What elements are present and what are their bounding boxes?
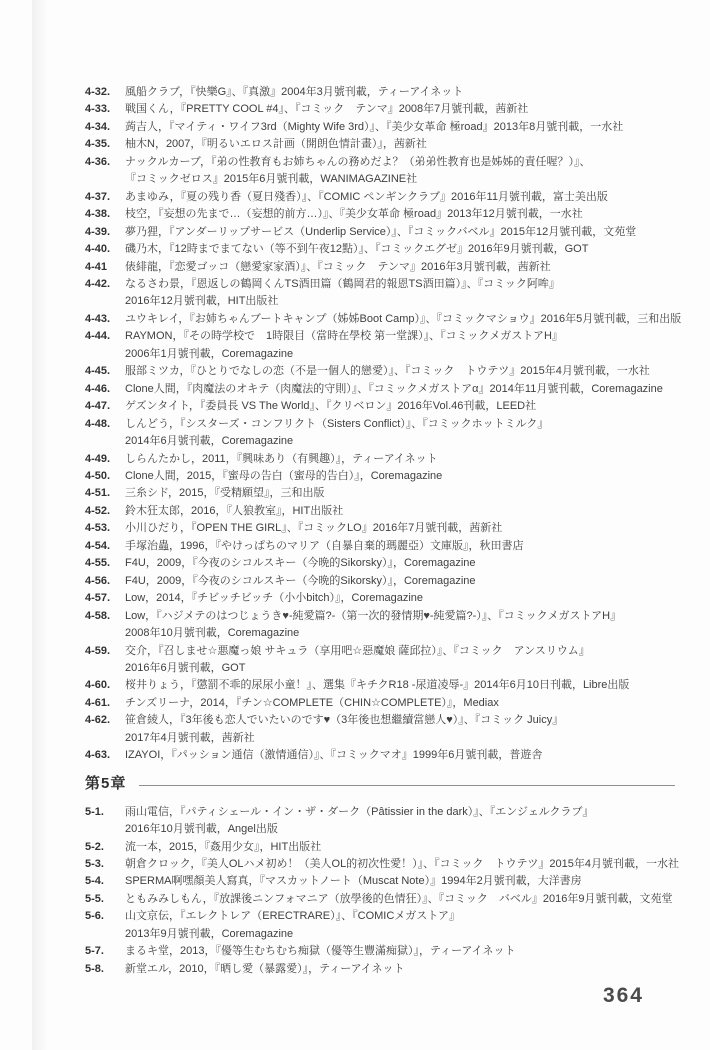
entry-text: 笹倉綾人，『3年後も恋人でいたいのです♥（3年後也想繼續當戀人♥）』、『コミック Juicy』 <box>125 714 564 727</box>
reference-entry <box>85 206 675 223</box>
reference-entry <box>85 555 675 572</box>
entry-text: 手塚治蟲，1996，『やけっぱちのマリア（自暴自棄的瑪麗亞）文庫版』，秋田書店 <box>125 539 524 552</box>
entry-text: SPERMA啊嘿顏美人寫真，『マスカットノート（Muscat Note）』1994年2月號刊載，大洋書房 <box>125 875 582 888</box>
entry-text: Clone人間，『肉魔法のオキテ（肉魔法的守則）』、『コミックメガストアα』2014年11月號刊載，Coremagazine <box>125 382 663 395</box>
page-number: 364 <box>602 984 644 1007</box>
entry-text-continuation: 2016年10月號刊載，Angel出版 <box>125 823 278 836</box>
entry-number: 4-35. <box>85 138 111 151</box>
entry-number: 4-46. <box>85 382 111 395</box>
entry-text: 俵緋龍，『恋愛ゴッコ（戀愛家家酒）』、『コミック テンマ』2016年3月號刊載，茜新社 <box>125 260 551 273</box>
reference-entry <box>85 608 675 625</box>
entry-text: 交介，『召しませ☆悪魔っ娘 サキュラ（享用吧☆惡魔娘 薩邱拉）』、『コミック アンスリウム』 <box>125 644 590 657</box>
reference-entry <box>85 695 675 712</box>
entry-text: ナックルカーブ，『弟の性教育もお姉ちゃんの務めだよ？（弟弟性教育也是姊姊的責任喔？）』、 <box>125 155 591 168</box>
entry-text: 蒟吉人，『マイティ・ワイフ3rd（Mighty Wife 3rd）』、『美少女革命 極road』2013年8月號刊載，一水社 <box>125 120 624 133</box>
entry-text: 服部ミツカ，『ひとりでなしの恋（不是一個人的戀愛）』、『コミック トウテツ』2015年4月號刊載，一水社 <box>125 365 650 378</box>
entry-number: 4-42. <box>85 277 111 290</box>
entry-text: F4U，2009，『今夜のシコルスキー（今晩的Sikorsky）』，Coremagazine <box>125 557 476 570</box>
entry-text: F4U，2009，『今夜のシコルスキー（今晩的Sikorsky）』，Coremagazine <box>125 574 476 587</box>
reference-entry <box>85 398 675 415</box>
chapter-heading-rule <box>139 785 675 786</box>
entry-number: 4-56. <box>85 574 111 587</box>
reference-entry <box>85 101 675 118</box>
entry-number: 4-41 <box>85 260 108 273</box>
entry-number: 4-57. <box>85 592 111 605</box>
entry-text: しんどう，『シスターズ・コンフリクト（Sisters Conflict）』、『コミックホットミルク』 <box>125 417 549 430</box>
reference-entry <box>85 363 675 380</box>
reference-entry <box>85 908 675 925</box>
reference-entry <box>85 839 675 856</box>
entry-number: 5-7. <box>85 945 104 958</box>
reference-entry <box>85 747 675 764</box>
entry-text: 桜井りょう，『懲罰不乖的尿尿小童！』、選集『キチクR18 -尿道凌辱-』2014年6月10日刊載，Libre出版 <box>125 679 630 692</box>
reference-entry <box>85 712 675 729</box>
entry-number: 4-45. <box>85 365 111 378</box>
entry-text: 新堂エル，2010，『晒し愛（暴露愛）』，ティーアイネット <box>125 962 405 975</box>
entry-number: 4-47. <box>85 400 111 413</box>
entry-text: 小川ひだり，『OPEN THE GIRL』、『コミックLO』2016年7月號刊載，茜新社 <box>125 522 503 535</box>
entry-text-continuation: 2017年4月號刊載，茜新社 <box>125 731 255 744</box>
entry-text: ユウキレイ，『お姉ちゃんブートキャンプ（姊姊Boot Camp）』、『コミックマショウ』2016年5月號刊載，三和出版 <box>125 312 682 325</box>
entry-number: 4-50. <box>85 469 111 482</box>
entry-text: チンズリーナ，2014，『チン☆COMPLETE（CHIN☆COMPLETE）』，Mediax <box>125 696 499 709</box>
entry-number: 4-53. <box>85 522 111 535</box>
reference-entry <box>85 590 675 607</box>
reference-entry <box>85 573 675 590</box>
reference-entry <box>85 119 675 136</box>
entry-text: Low，2014，『チビッチビッチ（小小bitch）』，Coremagazine <box>125 592 424 605</box>
reference-entry <box>85 154 675 171</box>
entry-text-continuation: 2008年10月號刊載，Coremagazine <box>125 627 300 640</box>
entry-number: 5-4. <box>85 875 104 888</box>
entry-number: 4-37. <box>85 190 111 203</box>
entry-text: 磯乃木，『12時までまてない（等不到午夜12點）』、『コミックエグゼ』2016年9月號刊載，GOT <box>125 243 589 256</box>
entry-text-continuation: 2013年9月號刊載，Coremagazine <box>125 927 294 940</box>
entry-number: 4-62. <box>85 714 111 727</box>
entry-number: 4-33. <box>85 103 111 116</box>
entry-text: Low，『ハジメテのはつじょうき♥-純愛篇?-（第一次的發情期♥-純愛篇?-）』、『コミックメガストアH』 <box>125 609 622 622</box>
entry-text-continuation: 2016年6月號刊載，GOT <box>125 661 246 674</box>
entry-text: 鈴木狂太郎，2016，『人狼教室』，HIT出版社 <box>125 504 344 517</box>
reference-entry <box>85 84 675 101</box>
entry-number: 4-38. <box>85 208 111 221</box>
entry-text: ともみみしもん，『放課後ニンフォマニア（放學後的色情狂）』、『コミック バベル』2016年9月號刊載，文苑堂 <box>125 892 673 905</box>
entry-text-continuation: 2014年6月號刊載，Coremagazine <box>125 435 294 448</box>
entry-number: 4-43. <box>85 312 111 325</box>
entry-number: 4-40. <box>85 243 111 256</box>
reference-entry <box>85 804 675 821</box>
entry-text-continuation: 2006年1月號刊載，Coremagazine <box>125 347 294 360</box>
reference-entry <box>85 891 675 908</box>
entry-text: RAYMON，『その時学校で 1時限目（當時在學校 第一堂課）』、『コミックメガストアH』 <box>125 330 563 343</box>
reference-entry <box>85 485 675 502</box>
reference-entry <box>85 241 675 258</box>
references-list <box>85 84 682 978</box>
entry-number: 4-60. <box>85 679 111 692</box>
entry-text: 三糸シド，2015，『受精願望』，三和出版 <box>125 487 325 500</box>
entry-text: ゲズンタイト，『委員長 VS The World』、『クリベロン』2016年Vol.46刊載，LEED社 <box>125 400 537 413</box>
entry-text: あまゆみ，『夏の残り香（夏日殘香）』、『COMIC ペンギンクラブ』2016年11月號刊載，富士美出版 <box>125 190 608 203</box>
entry-number: 4-34. <box>85 120 111 133</box>
reference-entry <box>85 451 675 468</box>
entry-number: 4-44. <box>85 330 111 343</box>
entry-number: 5-1. <box>85 805 104 818</box>
reference-entry <box>85 503 675 520</box>
entry-number: 4-48. <box>85 417 111 430</box>
chapter-heading <box>85 773 675 795</box>
reference-entry <box>85 643 675 660</box>
entry-text: 山文京伝，『エレクトレア（ERECTRARE）』、『COMICメガストア』 <box>125 910 460 923</box>
reference-entry <box>85 189 675 206</box>
reference-entry <box>85 856 679 873</box>
entry-text: 枝空，『妄想の先まで…（妄想的前方…）』、『美少女革命 極road』2013年12月號刊載，一水社 <box>125 208 583 221</box>
entry-text: 流一本，2015，『姦用少女』，HIT出版社 <box>125 840 322 853</box>
entry-text: 柚木N，2007，『明るいエロス計画（開朗色情計畫）』，茜新社 <box>125 138 427 151</box>
entry-number: 4-54. <box>85 539 111 552</box>
entry-text: 朝倉クロック，『美人OLハメ初め！（美人OL的初次性愛！）』、『コミック トウテツ』2015年4月號刊載，一水社 <box>125 858 679 871</box>
entry-text: IZAYOI，『パッション通信（激情通信）』、『コミックマオ』1999年6月號刊載，普遊舎 <box>125 749 543 762</box>
reference-entry <box>85 224 675 241</box>
entry-number: 4-52. <box>85 504 111 517</box>
entry-text-continuation: 2016年12月號刊載，HIT出版社 <box>125 295 279 308</box>
page-edge-shadow <box>32 0 48 1050</box>
entry-number: 5-3. <box>85 858 104 871</box>
entry-text: しらんたかし，2011，『興味あり（有興趣）』，ティーアイネット <box>125 452 438 465</box>
entry-number: 4-32. <box>85 86 111 98</box>
entry-text-continuation: 『コミックゼロス』2015年6月號刊載，WANIMAGAZINE社 <box>125 173 418 186</box>
entry-number: 4-59. <box>85 644 111 657</box>
reference-entry <box>85 276 675 293</box>
reference-entry <box>85 416 675 433</box>
reference-entry <box>85 136 675 153</box>
entry-number: 5-5. <box>85 892 104 905</box>
entry-text: 雨山電信，『パティシェール・イン・ザ・ダーク（Pâtissier in the dark）』、『エンジェルクラブ』 <box>125 805 594 818</box>
chapter-heading-label: 第5章 <box>85 774 127 792</box>
reference-entry <box>85 259 675 276</box>
entry-number: 4-63. <box>85 749 111 762</box>
entry-number: 4-55. <box>85 557 111 570</box>
entry-number: 4-58. <box>85 609 111 622</box>
reference-entry <box>85 873 675 890</box>
entry-text: まるキ堂，2013，『優等生むちむち痴獄（優等生豐滿痴獄）』，ティーアイネット <box>125 945 516 958</box>
entry-number: 5-6. <box>85 910 104 923</box>
reference-entry <box>85 961 675 978</box>
entry-text: 風船クラブ，『快樂G』、『真激』2004年3月號刊載，ティーアイネット <box>125 86 464 98</box>
reference-entry <box>85 381 675 398</box>
reference-entry <box>85 328 675 345</box>
entry-text: 戦国くん，『PRETTY COOL #4』、『コミック テンマ』2008年7月號刊載，茜新社 <box>125 103 529 116</box>
entry-text: Clone人間，2015，『蜜母の告白（蜜母的告白）』，Coremagazine <box>125 469 443 482</box>
entry-number: 4-49. <box>85 452 111 465</box>
reference-entry <box>85 468 675 485</box>
entry-number: 4-39. <box>85 225 111 238</box>
reference-entry <box>85 677 675 694</box>
entry-number: 5-2. <box>85 840 104 853</box>
reference-entry <box>85 943 675 960</box>
entry-number: 4-51. <box>85 487 111 500</box>
entry-number: 4-36. <box>85 155 111 168</box>
entry-number: 4-61. <box>85 696 111 709</box>
entry-text: なるさわ景，『恩返しの鶴岡くんTS酒田篇（鶴岡君的報恩TS酒田篇）』、『コミック阿哞』 <box>125 277 560 290</box>
entry-number: 5-8. <box>85 962 104 975</box>
reference-entry <box>85 538 675 555</box>
reference-entry <box>85 311 682 328</box>
entry-text: 夢乃狸，『アンダーリップサービス（Underlip Service）』、『コミックバベル』2015年12月號刊載，文苑堂 <box>125 225 637 238</box>
reference-entry <box>85 520 675 537</box>
